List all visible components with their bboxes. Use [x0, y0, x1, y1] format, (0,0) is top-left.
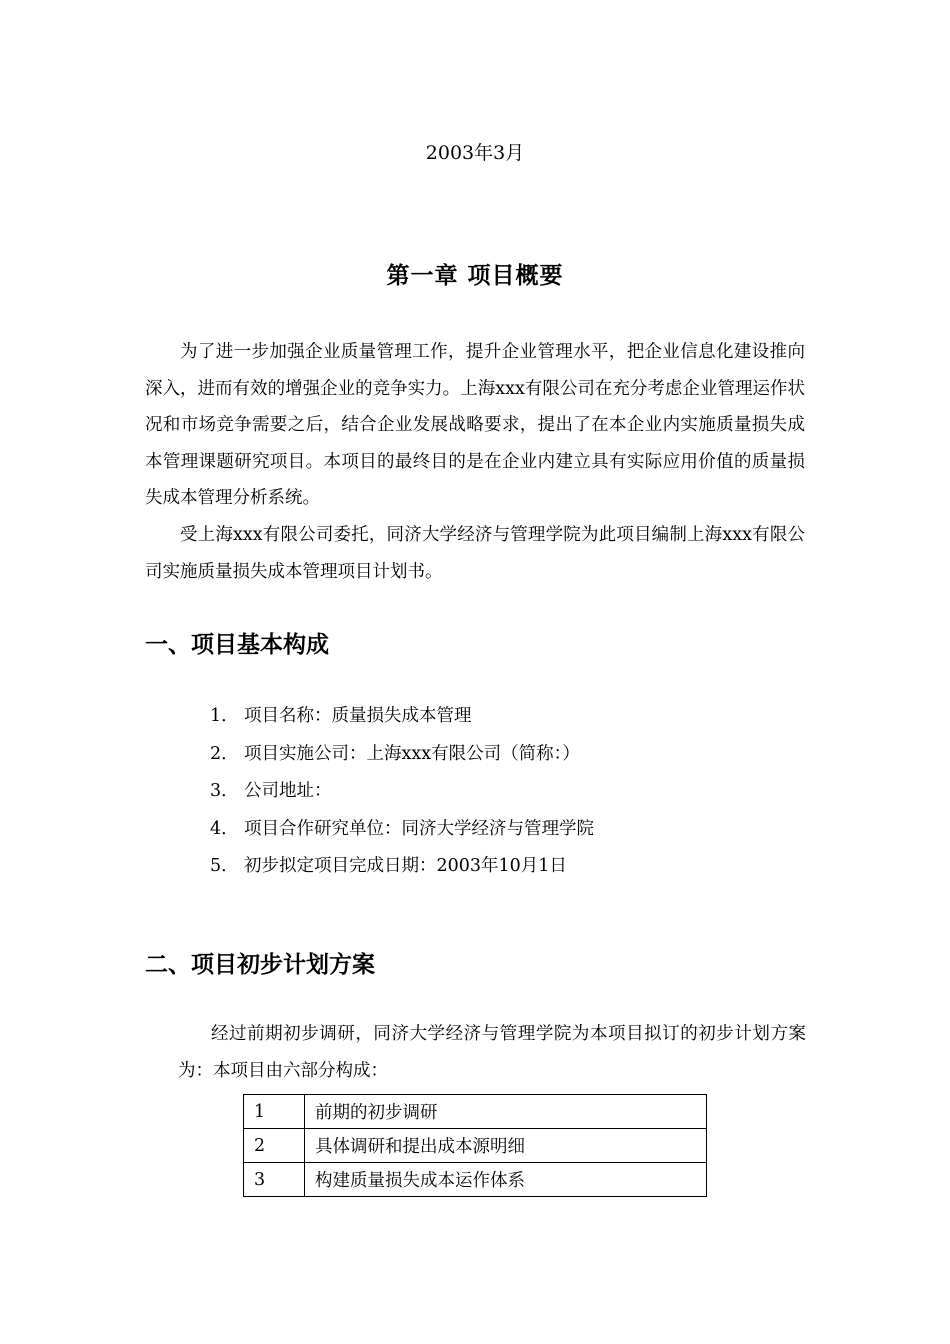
intro-paragraph: 为了进一步加强企业质量管理工作，提升企业管理水平，把企业信息化建设推向深入，进而有效的增强企业的竞争实力。上海xxx有限公司在充分考虑企业管理运作状况和市场竞争需要之后，结合企业发展战略要求，提出了在本企业内实施质量损失成本管理课题研究项目。本项目的最终目的是在企业内建立具有实际应用价值的质量损失成本管理分析系统。 [145, 342, 805, 508]
list-item-text: 公司地址： [244, 781, 332, 801]
list-item [210, 736, 594, 774]
list-item [210, 698, 594, 736]
list-item-text: 项目名称：质量损失成本管理 [244, 706, 472, 726]
list-item-text: 初步拟定项目完成日期：2003年10月1日 [244, 856, 567, 876]
list-item [210, 773, 594, 811]
list-item [210, 811, 594, 849]
section-title-preliminary-plan: 二、项目初步计划方案 [145, 952, 375, 978]
commission-paragraph: 受上海xxx有限公司委托，同济大学经济与管理学院为此项目编制上海xxx有限公司实施质量损失成本管理项目计划书。 [145, 525, 805, 582]
project-parts-table [243, 1094, 707, 1197]
table-cell-text: 构建质量损失成本运作体系 [305, 1163, 707, 1197]
plan-intro-paragraph: 经过前期初步调研，同济大学经济与管理学院为本项目拟订的初步计划方案为：本项目由六部分构成： [178, 1024, 806, 1081]
list-item-number: 1． [210, 706, 239, 726]
list-item-text: 项目合作研究单位：同济大学经济与管理学院 [244, 818, 594, 839]
table-cell-index: 2 [244, 1129, 305, 1163]
table-cell-text: 具体调研和提出成本源明细 [305, 1129, 707, 1163]
chapter-title: 第一章 项目概要 [386, 263, 564, 289]
section-title-basic-composition: 一、项目基本构成 [145, 632, 329, 658]
basic-composition-list [210, 698, 594, 886]
list-item-number: 4． [210, 818, 239, 839]
table-row [244, 1095, 707, 1129]
table-cell-index: 1 [244, 1095, 305, 1129]
list-item-number: 2． [210, 743, 239, 764]
table-row [244, 1129, 707, 1163]
table-cell-index: 3 [244, 1163, 305, 1197]
document-date: 2003年3月 [425, 142, 525, 164]
table-row [244, 1163, 707, 1197]
list-item [210, 848, 594, 886]
list-item-number: 3． [210, 781, 239, 801]
list-item-number: 5． [210, 856, 239, 876]
list-item-text: 项目实施公司：上海xxx有限公司（简称：） [244, 743, 580, 764]
table-cell-text: 前期的初步调研 [305, 1095, 707, 1129]
